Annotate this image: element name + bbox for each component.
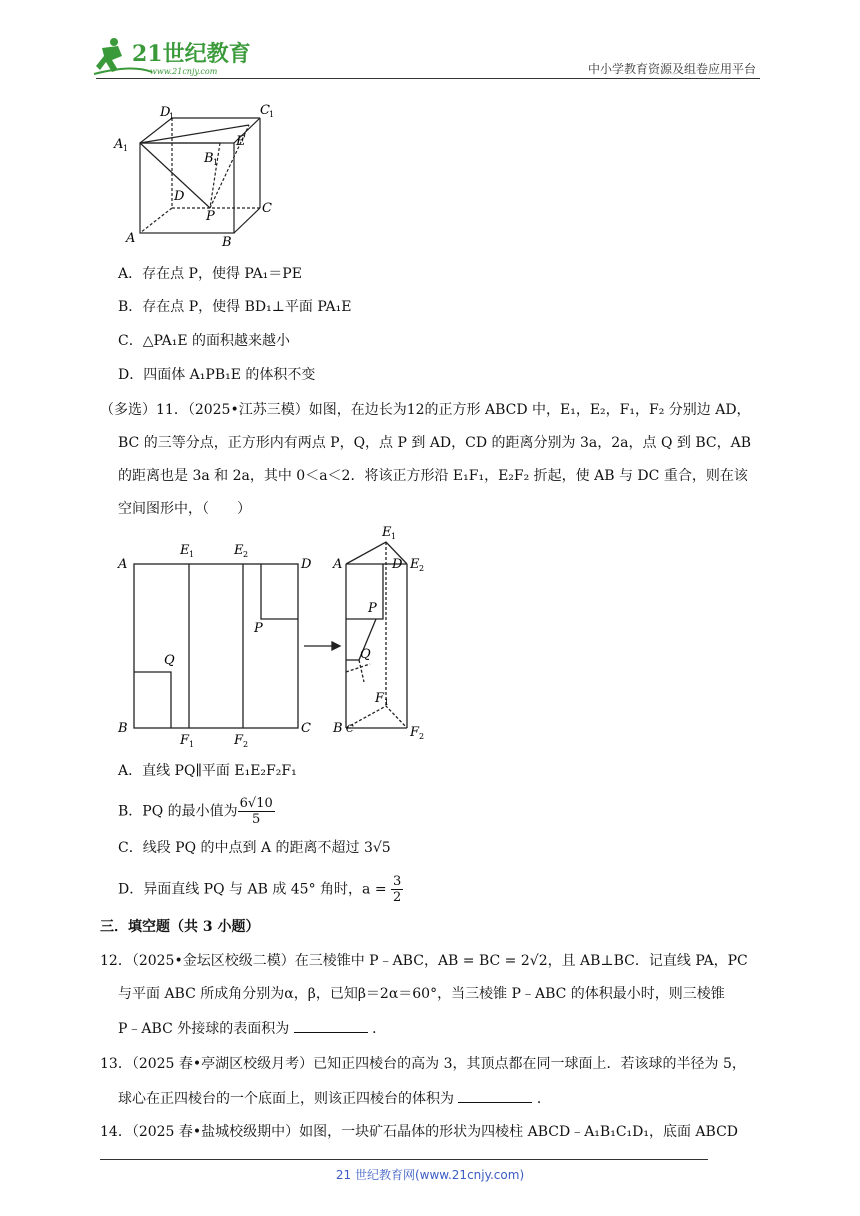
svg-text:2: 2 [419, 564, 425, 573]
left-label-Q: Q [164, 653, 175, 668]
right-label-E2: E [410, 557, 420, 572]
left-label-E2: E [234, 543, 244, 558]
svg-text:1: 1 [169, 112, 175, 121]
footer-text: 21 世纪教育网(www.21cnjy.com) [335, 1168, 525, 1182]
label-E: E [236, 134, 246, 149]
svg-text:1: 1 [189, 550, 195, 559]
label-A1: A [114, 137, 124, 152]
svg-text:1: 1 [391, 532, 397, 541]
q10-option-a: A．存在点 P，使得 PA₁＝PE [118, 266, 302, 282]
q14-line-1: 14．（2025 春•盐城校级期中）如图，一块矿石晶体的形状为四棱柱 ABCD﹣A₁B₁C₁D₁，底面 ABCD [100, 1124, 739, 1140]
svg-text:2: 2 [419, 732, 425, 741]
q12-answer-blank[interactable] [294, 1018, 368, 1033]
q11-option-d-text: D．异面直线 PQ 与 AB 成 45° 角时，a = [118, 881, 387, 898]
section-title: 三．填空题（共 3 小题） [100, 919, 260, 935]
q11-option-d [118, 874, 403, 905]
q11-line-3: 的距离也是 3a 和 2a，其中 0＜a＜2．将该正方形沿 E₁F₁，E₂F₂ 折起，使 AB 与 DC 重合，则在该 [118, 468, 748, 484]
q11-option-b-fraction: $\frac{6√10}{5}$ [239, 796, 273, 827]
q11-option-a: A．直线 PQ∥平面 E₁E₂F₂F₁ [118, 763, 297, 779]
right-label-Q: Q [360, 647, 371, 662]
label-D1: D [160, 105, 171, 120]
q13-line-2: 球心在正四棱台的一个底面上，则该正四棱台的体积为 ． [118, 1088, 551, 1109]
right-label-A: A [333, 557, 343, 572]
right-label-P: P [368, 601, 377, 616]
cube-figure [112, 100, 282, 250]
q11-option-b [118, 796, 275, 827]
right-label-F2: F [410, 725, 420, 740]
footer-divider [100, 1159, 708, 1160]
q11-line-1: （多选）11．（2025•江苏三模）如图，在边长为12的正方形 ABCD 中，E₁，E₂，F₁，F₂ 分别边 AD， [100, 402, 751, 418]
svg-text:1: 1 [384, 698, 390, 707]
q11-option-b-text: B．PQ 的最小值为 [118, 803, 238, 820]
q12-line-1: 12．（2025•金坛区校级二模）在三棱锥中 P﹣ABC，AB = BC = 2√2，且 AB⊥BC．记直线 PA，PC [100, 953, 748, 969]
svg-text:2: 2 [243, 740, 249, 749]
header-platform-text: 中小学教育资源及组卷应用平台 [587, 62, 756, 76]
logo-text: 21世纪教育 [132, 41, 251, 67]
left-label-D: D [301, 557, 312, 572]
label-D: D [174, 189, 185, 204]
header-divider [96, 78, 760, 79]
left-label-A: A [118, 557, 128, 572]
svg-text:1: 1 [189, 740, 195, 749]
q11-option-c: C．线段 PQ 的中点到 A 的距离不超过 3√5 [118, 840, 391, 856]
left-label-E1: E [180, 543, 190, 558]
logo-url: www.21cnjy.com [150, 67, 218, 76]
label-C1: C [260, 103, 270, 118]
right-label-C: C [346, 724, 354, 735]
left-label-P: P [254, 621, 263, 636]
left-label-C: C [301, 721, 311, 736]
left-label-B: B [118, 721, 128, 736]
q11-line-4: 空间图形中，（ ） [118, 501, 251, 517]
fold-figure [114, 524, 434, 750]
left-label-F1: F [180, 733, 190, 748]
svg-text:2: 2 [243, 550, 249, 559]
q11-option-d-fraction: $\frac{3}{2}$ [393, 874, 402, 905]
q13-answer-blank[interactable] [458, 1088, 532, 1103]
q10-option-b: B．存在点 P，使得 BD₁⊥平面 PA₁E [118, 299, 352, 315]
q11-line-2: BC 的三等分点，正方形内有两点 P，Q，点 P 到 AD，CD 的距离分别为 3a，2a，点 Q 到 BC，AB [118, 435, 751, 451]
right-label-F1: F [375, 691, 385, 706]
q12-line-3: P﹣ABC 外接球的表面积为 ． [118, 1018, 386, 1039]
right-label-E1: E [382, 525, 392, 540]
label-C: C [262, 201, 272, 216]
q12-line-2: 与平面 ABC 所成角分别为α，β，已知β＝2α＝60°，当三棱锥 P﹣ABC 的体积最小时，则三棱锥 [118, 986, 725, 1002]
svg-text:1: 1 [123, 144, 129, 153]
header-logo [92, 34, 262, 78]
right-label-D: D [392, 557, 403, 572]
label-B1: B [204, 151, 214, 166]
svg-text:1: 1 [213, 158, 219, 167]
right-label-B: B [333, 721, 343, 736]
logo-runner-icon [92, 34, 262, 78]
q10-option-c: C．△PA₁E 的面积越来越小 [118, 333, 291, 349]
label-B: B [222, 235, 232, 250]
label-A: A [126, 231, 136, 246]
left-label-F2: F [234, 733, 244, 748]
q13-line-1: 13．（2025 春•亭湖区校级月考）已知正四棱台的高为 3，其顶点都在同一球面上．若该球的半径为 5， [100, 1056, 746, 1072]
label-P: P [206, 209, 215, 224]
q10-option-d: D．四面体 A₁PB₁E 的体积不变 [118, 367, 316, 383]
svg-text:1: 1 [269, 110, 275, 119]
